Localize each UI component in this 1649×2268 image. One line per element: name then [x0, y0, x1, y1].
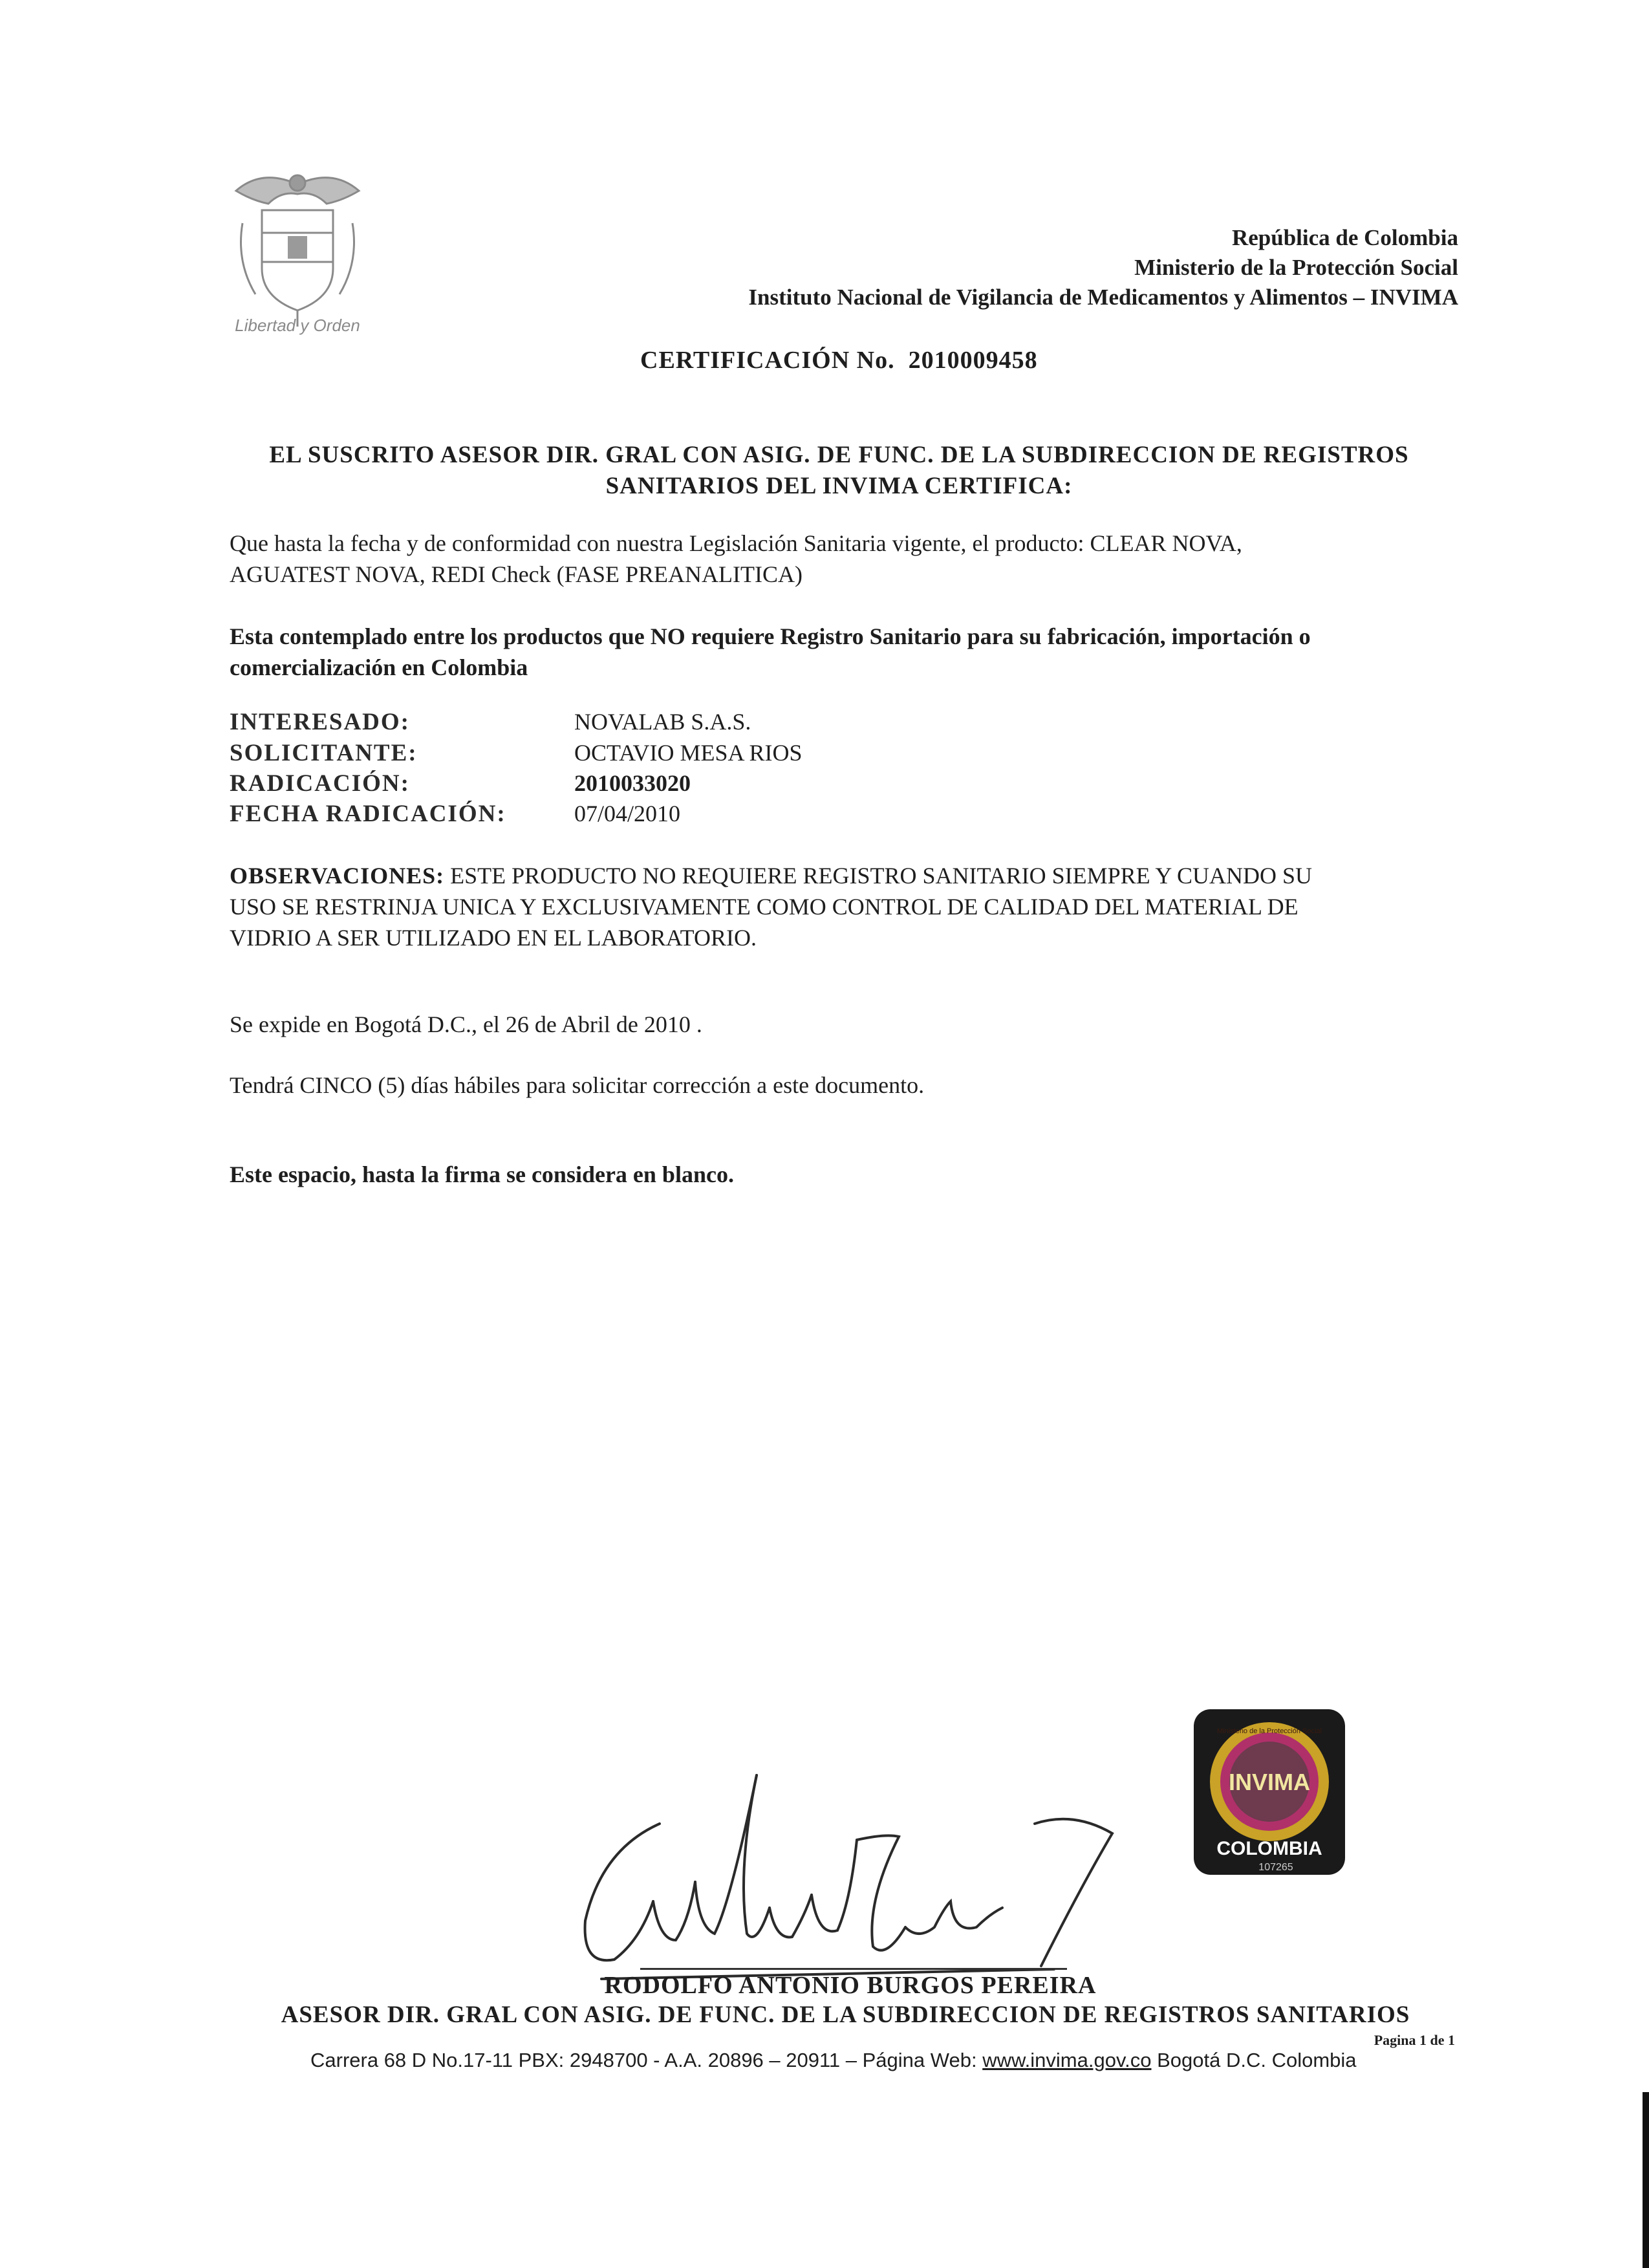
- certify-heading-line1: EL SUSCRITO ASESOR DIR. GRAL CON ASIG. DE FUNC. DE LA SUBDIRECCION DE REGISTROS: [269, 442, 1409, 468]
- observaciones-line3: VIDRIO A SER UTILIZADO EN EL LABORATORIO.: [230, 925, 757, 951]
- hologram-serial: 107265: [1258, 1862, 1293, 1873]
- handwritten-signature: [563, 1772, 1132, 1985]
- certificate-label: CERTIFICACIÓN No.: [640, 347, 895, 374]
- header-republic: República de Colombia: [1231, 225, 1458, 250]
- footer-website-link[interactable]: www.invima.gov.co: [982, 2049, 1152, 2071]
- field-label-fecha-radicacion: FECHA RADICACIÓN:: [230, 801, 506, 827]
- field-label-radicacion: RADICACIÓN:: [230, 770, 410, 797]
- field-value-interesado: NOVALAB S.A.S.: [574, 709, 751, 735]
- footer-contact: [310, 2049, 1357, 2072]
- correction-notice: Tendrá CINCO (5) días hábiles para solicitar corrección a este documento.: [230, 1072, 925, 1098]
- signature-line: [640, 1968, 1067, 1970]
- field-value-radicacion: 2010033020: [574, 770, 691, 796]
- status-line1: Esta contemplado entre los productos que NO requiere Registro Sanitario para su fabricación, importación o: [230, 623, 1311, 649]
- blank-space-notice: Este espacio, hasta la firma se considera en blanco.: [230, 1161, 734, 1187]
- hologram-ring-text: Ministerio de la Protección Social: [1216, 1727, 1322, 1735]
- observaciones-label: OBSERVACIONES:: [230, 863, 445, 889]
- footer-city: Bogotá D.C. Colombia: [1157, 2049, 1357, 2071]
- field-value-solicitante: OCTAVIO MESA RIOS: [574, 740, 803, 766]
- field-value-fecha-radicacion: 07/04/2010: [574, 801, 681, 826]
- signer-title: ASESOR DIR. GRAL CON ASIG. DE FUNC. DE LA SUBDIRECCION DE REGISTROS SANITARIOS: [281, 2002, 1410, 2028]
- invima-hologram-sticker: [1192, 1707, 1347, 1877]
- certify-heading-line2: SANITARIOS DEL INVIMA CERTIFICA:: [605, 473, 1073, 499]
- field-label-solicitante: SOLICITANTE:: [230, 740, 418, 766]
- footer-address: Carrera 68 D No.17-11 PBX: 2948700 - A.A. 20896 – 20911 – Página Web:: [310, 2049, 977, 2071]
- coat-of-arms-seal: [223, 165, 372, 340]
- scan-edge-mark: [1643, 2092, 1649, 2268]
- header-institute: Instituto Nacional de Vigilancia de Medicamentos y Alimentos – INVIMA: [748, 285, 1458, 310]
- page-indicator: Pagina 1 de 1: [1374, 2032, 1455, 2048]
- status-line2: comercialización en Colombia: [230, 654, 528, 680]
- issued-statement: Se expide en Bogotá D.C., el 26 de Abril de 2010 .: [230, 1011, 702, 1037]
- status-paragraph: [230, 621, 1458, 683]
- certificate-number: [640, 346, 1038, 374]
- certify-heading: [220, 440, 1458, 502]
- hologram-brand: INVIMA: [1229, 1769, 1310, 1795]
- header-ministry: Ministerio de la Protección Social: [1134, 255, 1458, 280]
- seal-motto: Libertad y Orden: [235, 316, 360, 335]
- product-line2: AGUATEST NOVA, REDI Check (FASE PREANALITICA): [230, 561, 803, 587]
- certificate-value: 2010009458: [908, 347, 1038, 374]
- product-line1: Que hasta la fecha y de conformidad con nuestra Legislación Sanitaria vigente, el producto: CLEAR NOVA,: [230, 530, 1242, 556]
- hologram-country: COLOMBIA: [1216, 1838, 1322, 1859]
- signer-name: RODOLFO ANTONIO BURGOS PEREIRA: [604, 1972, 1097, 1999]
- observaciones-text1: ESTE PRODUCTO NO REQUIERE REGISTRO SANITARIO SIEMPRE Y CUANDO SU: [450, 863, 1313, 889]
- observaciones-line2: USO SE RESTRINJA UNICA Y EXCLUSIVAMENTE COMO CONTROL DE CALIDAD DEL MATERIAL DE: [230, 894, 1299, 920]
- observaciones-paragraph: [230, 860, 1458, 953]
- field-label-interesado: INTERESADO:: [230, 709, 410, 735]
- product-paragraph: [230, 528, 1458, 590]
- observaciones-line1: [230, 860, 1458, 891]
